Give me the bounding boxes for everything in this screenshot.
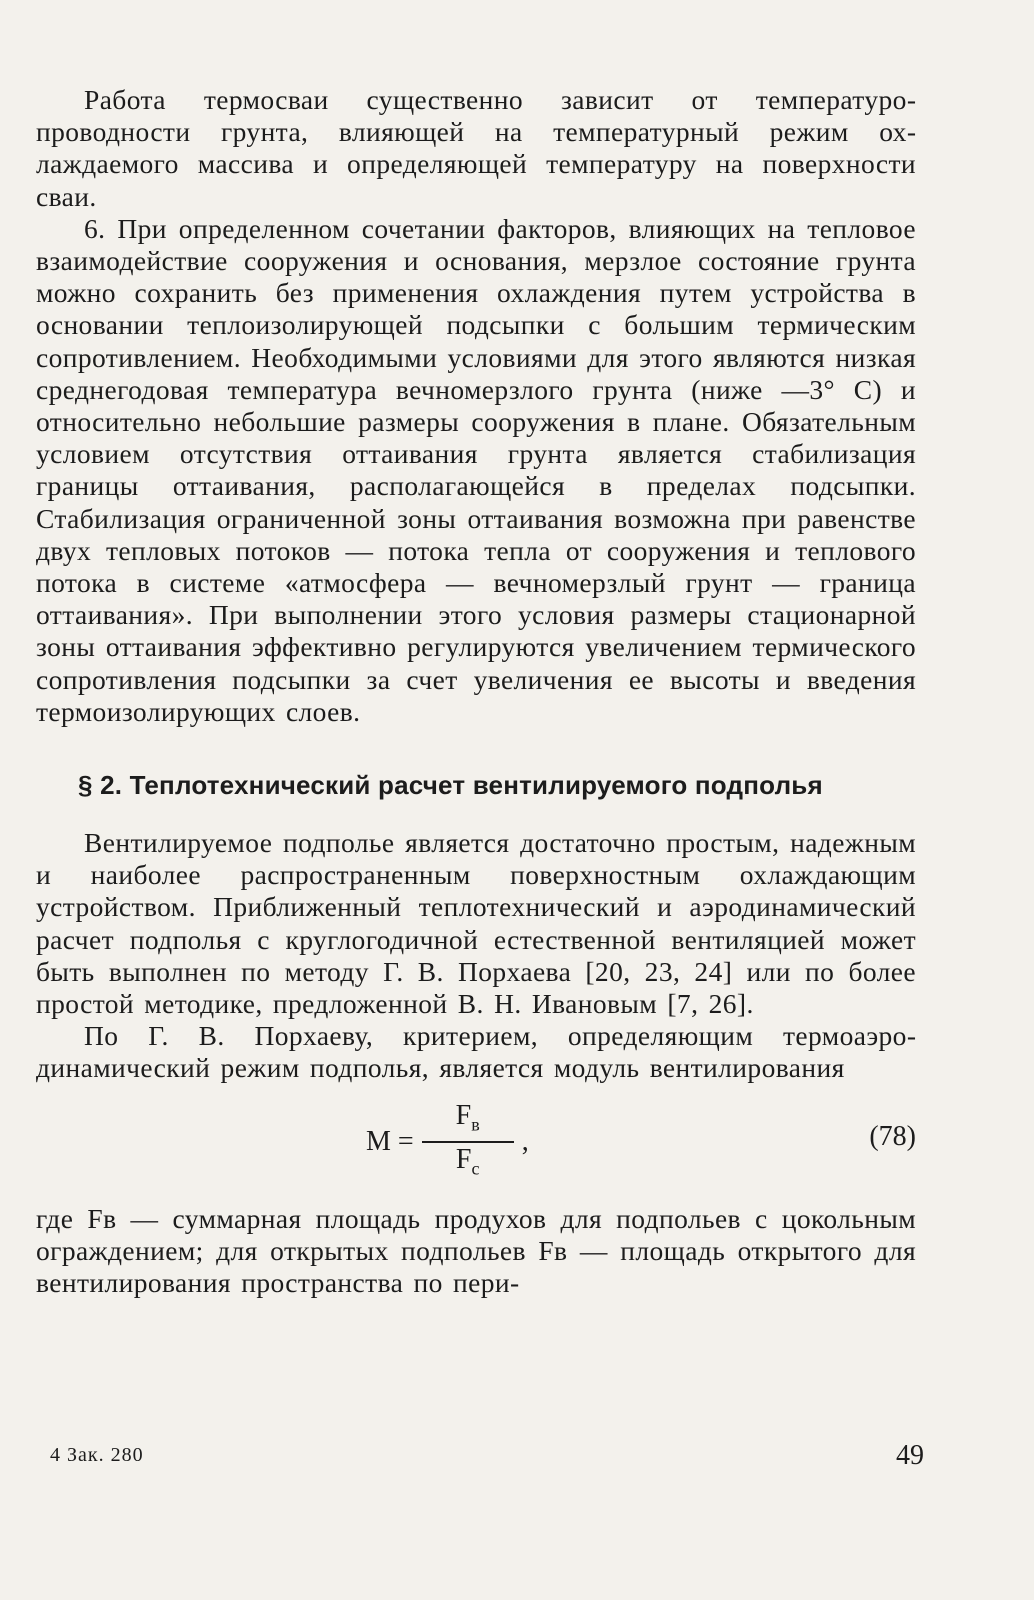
equation-number: (78) (869, 1120, 916, 1152)
page-body (36, 84, 916, 1299)
section-heading: § 2. Теплотехнический расчет вентилируемого подполья (78, 770, 823, 801)
formula-denominator-symbol: F (455, 1144, 472, 1176)
formula-lhs: M = (366, 1126, 414, 1158)
formula-denominator (450, 1143, 486, 1186)
formula-numerator (450, 1099, 486, 1142)
footer-print-mark: 4 Зак. 280 (50, 1444, 144, 1466)
paragraph-5: где Fв — суммарная площадь продухов для подпольев с цокольным ограждением; для открытых подпольев Fв — площадь открытого для вентилирования пространства по пери- (36, 1202, 916, 1299)
formula-block (36, 1093, 916, 1203)
paragraph-4: По Г. В. Порхаеву, критерием, определяющим термоаэродинамический режим подполья, является модуль вентилирования (36, 1020, 916, 1084)
formula-trailing: , (521, 1126, 529, 1158)
paragraph-1: Работа термосваи существенно зависит от температуропроводности грунта, влияющей на температурный режим охлаждаемого массива и определяющей температуру на поверхности сваи. (36, 84, 916, 212)
formula-denominator-sub: c (471, 1158, 480, 1179)
formula-numerator-symbol: F (455, 1099, 472, 1131)
paragraph-2: 6. При определенном сочетании факторов, влияющих на тепловое взаимодействие сооружения и основания, мерзлое состояние грунта можно сохранить без применения охлаждения путем устройства в основании теплоизолирующей подсыпки с большим термическим сопротивлением. Необходимыми условиями для этого являются низкая среднегодовая температура вечномерзлого грунта (ниже —3° С) и относительно небольшие размеры сооружения в плане. Обязательным условием отсутствия оттаивания грунта является стабилизация границы оттаивания, располагающейся в пределах подсыпки. Стабилизация ограниченной зоны оттаивания возможна при равенстве двух тепловых потоков — потока тепла от сооружения и теплового потока в системе «атмосфера — вечномерзлый грунт — граница оттаивания». При выполнении этого условия размеры стационарной зоны оттаивания эффективно регулируются увеличением термического сопротивления подсыпки за счет увеличения ее высоты и введения термоизолирующих слоев. (36, 212, 916, 727)
formula (366, 1099, 529, 1186)
formula-numerator-sub: в (471, 1114, 480, 1135)
formula-fraction (422, 1099, 514, 1186)
paragraph-3: Вентилируемое подполье является достаточно простым, надежным и наиболее распространенным поверхностным охлаждающим устройством. Приближенный теплотехнический и аэродинамический расчет подполья с круглогодичной естественной вентиляцией может быть выполнен по методу Г. В. Порхаева [20, 23, 24] или по более простой методике, предложенной В. Н. Ивановым [7, 26]. (36, 827, 916, 1020)
page-number: 49 (896, 1440, 924, 1471)
